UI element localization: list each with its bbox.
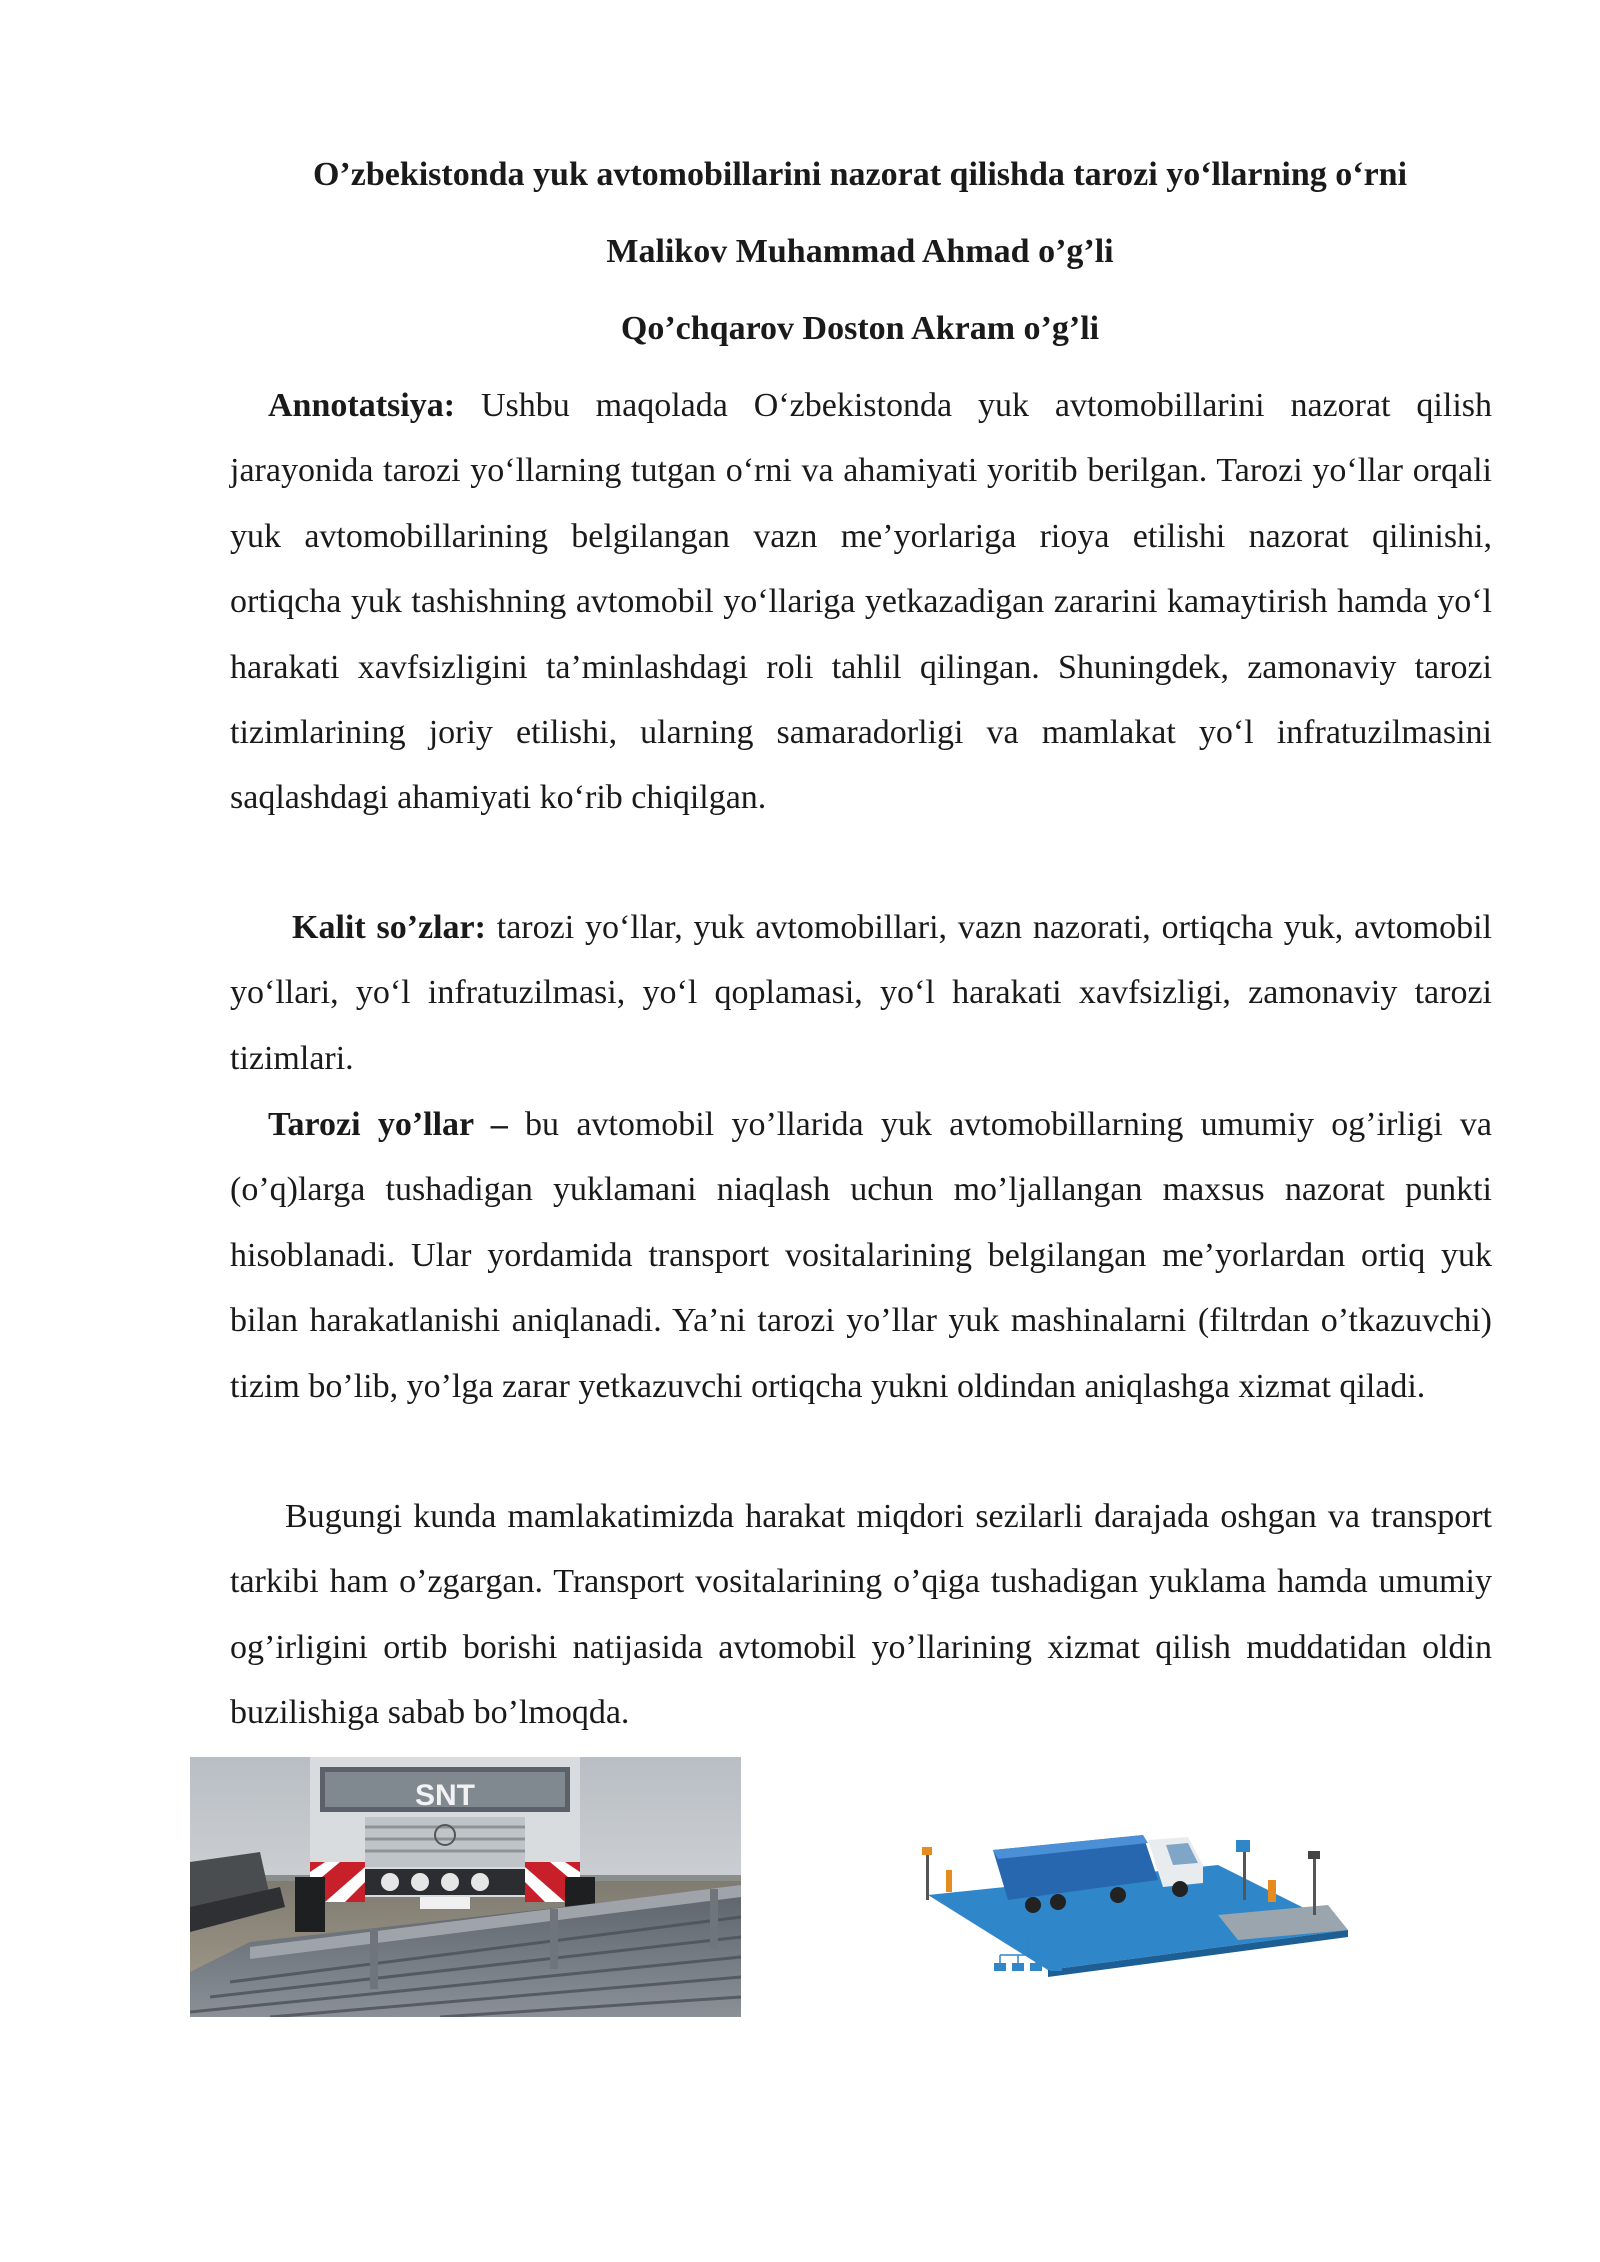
author-1: Malikov Muhammad Ahmad o’g’li <box>606 233 1114 270</box>
definition-text: bu avtomobil yo’llarida yuk avtomobillarning umumiy og’irligi va (o’q)larga tushadigan yuklamani niaqlash uchun mo’ljallangan maxsus nazorat punkti hisoblanadi. Ular yordamida transport vositalarining belgilangan me’yorlardan ortiq yuk bilan harakatlanishi aniqlanadi. Ya’ni tarozi yo’llar yuk mashinalarni (filtrdan o’tkazuvchi) tizim bo’lib, yo’lga zarar yetkazuvchi ortiqcha yukni oldindan aniqlashga xizmat qiladi. <box>230 1106 1492 1405</box>
paper-title: O’zbekistonda yuk avtomobillarini nazorat qilishda tarozi yo‘llarning o‘rni <box>312 156 1408 193</box>
weighbridge-system-diagram <box>918 1825 1358 1990</box>
keywords-label: Kalit so’zlar: <box>292 909 486 946</box>
keywords-paragraph <box>230 895 1492 1091</box>
abstract-text: Ushbu maqolada O‘zbekistonda yuk avtomobillarini nazorat qilish jarayonida tarozi yo‘llarning tutgan o‘rni va ahamiyati yoritib berilgan. Tarozi yo‘llar orqali yuk avtomobillarining belgilangan vazn me’yorlariga rioya etilishi nazorat qilinishi, ortiqcha yuk tashishning avtomobil yo‘llariga yetkazadigan zararini kamaytirish hamda yo‘l harakati xavfsizligini ta’minlashdagi roli tahlil qilingan. Shuningdek, zamonaviy tarozi tizimlarining joriy etilishi, ularning samaradorligi va mamlakat yo‘l infratuzilmasini saqlashdagi ahamiyati ko‘rib chiqilgan. <box>230 387 1492 817</box>
keywords-text: tarozi yo‘llar, yuk avtomobillari, vazn nazorati, ortiqcha yuk, avtomobil yo‘llari, yo‘l infratuzilmasi, yo‘l qoplamasi, yo‘l harakati xavfsizligi, zamonaviy tarozi tizimlari. <box>230 909 1492 1077</box>
body-paragraph: Bugungi kunda mamlakatimizda harakat miqdori sezilarli darajada oshgan va transport tarkibi ham o’zgargan. Transport vositalarining o’qiga tushadigan yuklama hamda umumiy og’irligini ortib borishi natijasida avtomobil yo’llarining xizmat qilish muddatidan oldin buzilishiga sabab bo’lmoqda. <box>230 1498 1492 1732</box>
abstract-label: Annotatsiya: <box>268 387 456 424</box>
author-2: Qo’chqarov Doston Akram o’g’li <box>620 310 1100 347</box>
definition-label: Tarozi yo’llar – <box>268 1106 508 1143</box>
weighbridge-truck-photo <box>190 1757 741 2017</box>
definition-paragraph <box>230 1092 1492 1419</box>
abstract-paragraph <box>230 373 1492 831</box>
cab-logo-text: SNT <box>415 1779 475 1812</box>
